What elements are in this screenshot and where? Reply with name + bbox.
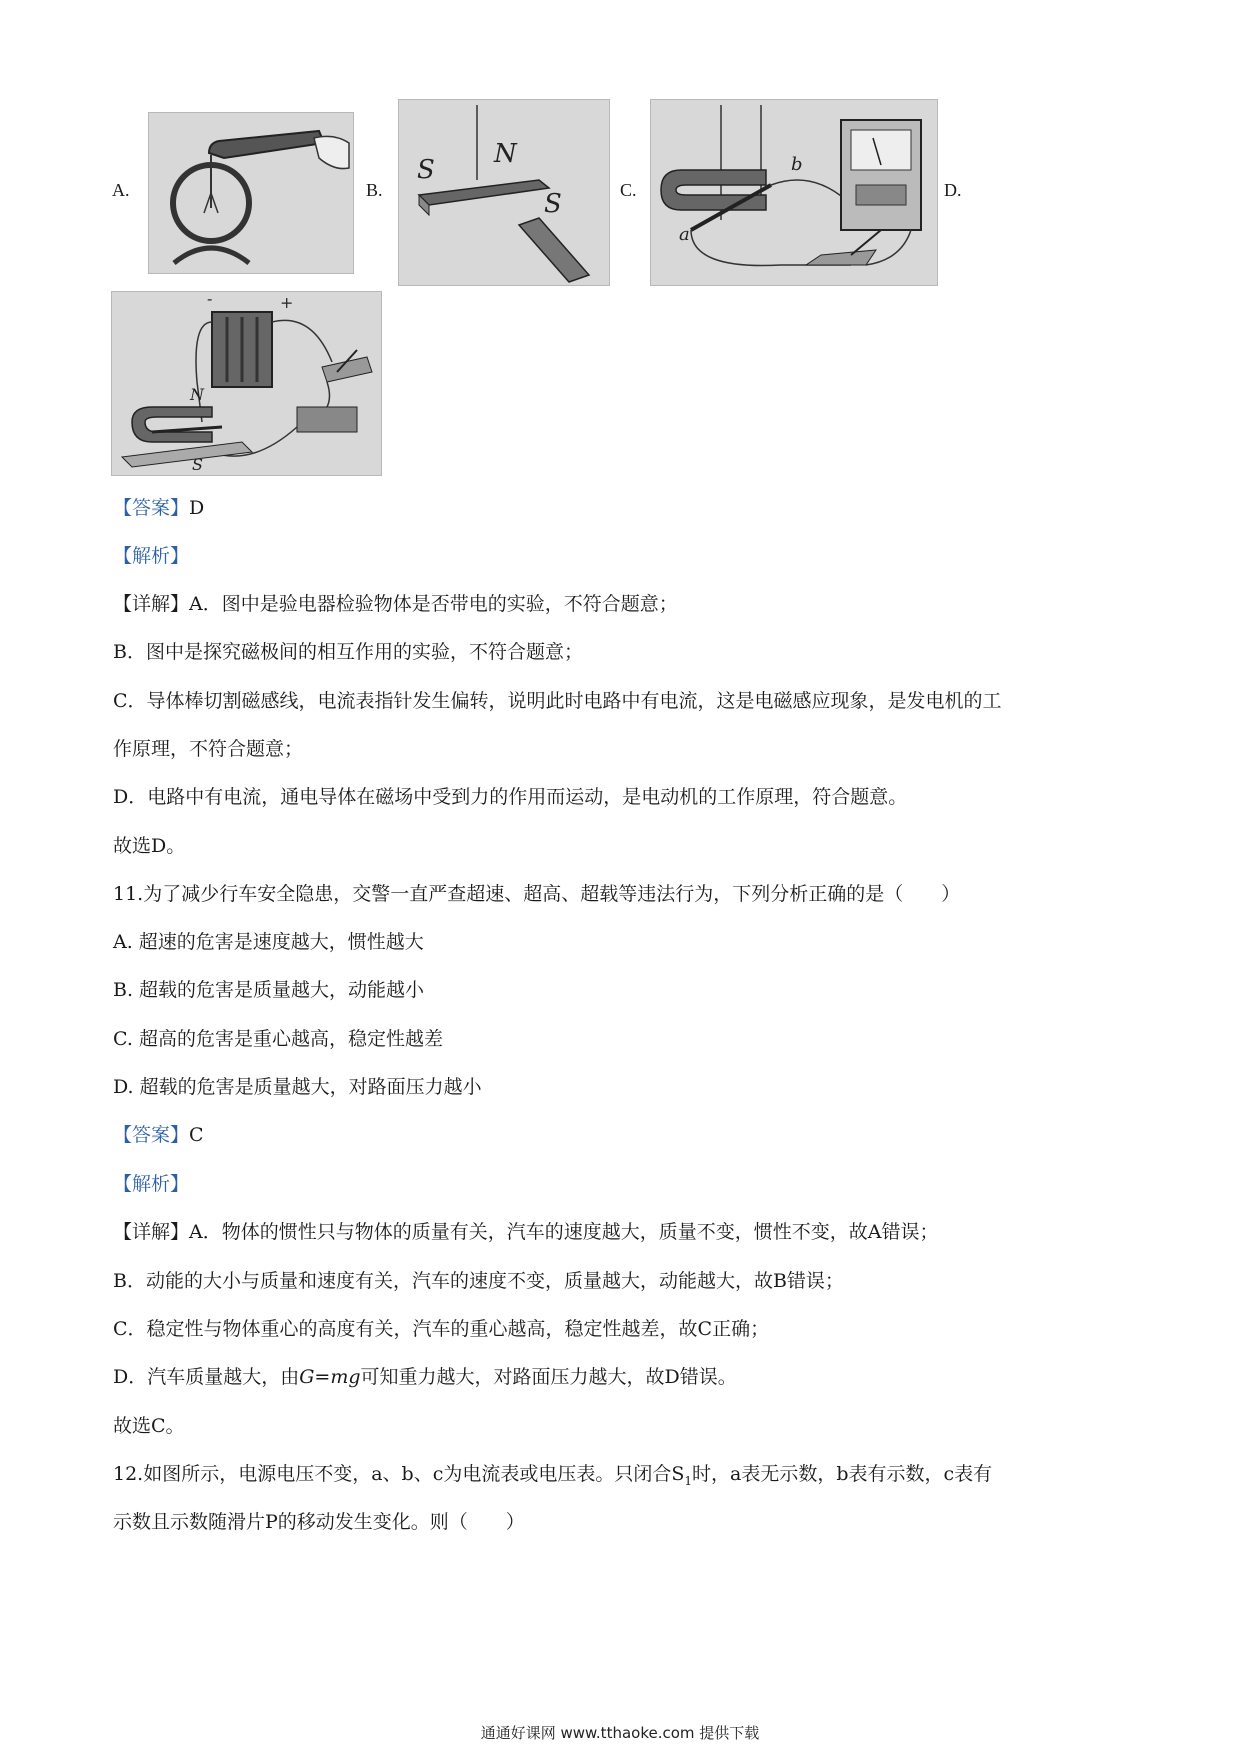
q12-text: 12.如图所示，电源电压不变，a、b、c为电流表或电压表。只闭合S (113, 1463, 685, 1485)
answer-tag: 【答案】 (113, 1124, 190, 1146)
q10-detail-line (113, 590, 678, 618)
q11-choice-b: B. 超载的危害是质量越大，动能越小 (113, 979, 425, 1001)
detail-tag: 【详解】 (113, 593, 190, 615)
q10-conclusion: 故选D。 (113, 835, 186, 857)
q10-detail-line: B．图中是探究磁极间的相互作用的实验，不符合题意； (113, 641, 583, 663)
q11-detail-line: B．动能的大小与质量和速度有关，汽车的速度不变，质量越大，动能越大，故B错误； (113, 1270, 844, 1292)
q11-detail-line (113, 1218, 938, 1246)
fig-d-label-s: S (192, 455, 203, 474)
detail-text: D．汽车质量越大，由 (113, 1366, 300, 1388)
q11-conclusion: 故选C。 (113, 1415, 185, 1437)
fig-d-label-n: N (190, 385, 204, 404)
option-label-a: A. (112, 180, 130, 200)
formula: G=mg (299, 1366, 361, 1388)
figure-motor (111, 291, 382, 476)
fig-b-label-s2: S (544, 189, 562, 219)
fig-c-label-a: a (679, 224, 690, 245)
detail-tag: 【详解】 (113, 1221, 190, 1243)
detail-text: A．物体的惯性只与物体的质量有关，汽车的速度越大，质量不变，惯性不变，故A错误； (189, 1221, 939, 1243)
q11-choice-d: D. 超载的危害是质量越大，对路面压力越小 (113, 1076, 482, 1098)
q11-choice-c: C. 超高的危害是重心越高，稳定性越差 (113, 1028, 443, 1050)
q10-answer (113, 494, 204, 522)
figure-electroscope (148, 112, 354, 274)
fig-d-label-plus: + (280, 293, 294, 312)
answer-value: C (189, 1124, 204, 1146)
q11-detail-line: C．稳定性与物体重心的高度有关，汽车的重心越高，稳定性越差，故C正确； (113, 1318, 770, 1340)
q10-detail-line: D．电路中有电流，通电导体在磁场中受到力的作用而运动，是电动机的工作原理，符合题意。 (113, 786, 908, 808)
option-label-d: D. (944, 180, 962, 200)
answer-value: D (189, 497, 205, 519)
q10-analysis-tag: 【解析】 (113, 545, 190, 567)
figure-induction (650, 99, 938, 286)
page-footer: 通通好课网 www.tthaoke.com 提供下载 (480, 1724, 760, 1742)
figure-magnets (398, 99, 610, 286)
q12-question-line2: 示数且示数随滑片P的移动发生变化。则（ ） (113, 1511, 525, 1533)
fig-b-label-n: N (494, 139, 517, 169)
q11-choice-a: A. 超速的危害是速度越大，惯性越大 (113, 931, 424, 953)
detail-text: A．图中是验电器检验物体是否带电的实验，不符合题意； (189, 593, 678, 615)
option-label-c: C. (620, 180, 637, 200)
q11-detail-line (113, 1363, 737, 1391)
q10-detail-line: C．导体棒切割磁感线，电流表指针发生偏转，说明此时电路中有电流，这是电磁感应现象，是发电机的工 (113, 690, 1002, 712)
q10-detail-line: 作原理，不符合题意； (113, 738, 304, 760)
q11-question: 11.为了减少行车安全隐患，交警一直严查超速、超高、超载等违法行为，下列分析正确的是（ ） (113, 883, 961, 905)
q11-answer (113, 1121, 204, 1149)
q12-question-line1 (113, 1460, 992, 1495)
q11-analysis-tag: 【解析】 (113, 1173, 190, 1195)
subscript: 1 (684, 1473, 693, 1488)
answer-tag: 【答案】 (113, 497, 190, 519)
fig-c-label-b: b (791, 154, 803, 175)
fig-b-label-s1: S (417, 155, 435, 185)
fig-d-label-minus: - (207, 292, 213, 308)
q12-text: 时，a表无示数，b表有示数，c表有 (692, 1463, 993, 1485)
detail-text: 可知重力越大，对路面压力越大，故D错误。 (360, 1366, 737, 1388)
option-label-b: B. (366, 180, 383, 200)
